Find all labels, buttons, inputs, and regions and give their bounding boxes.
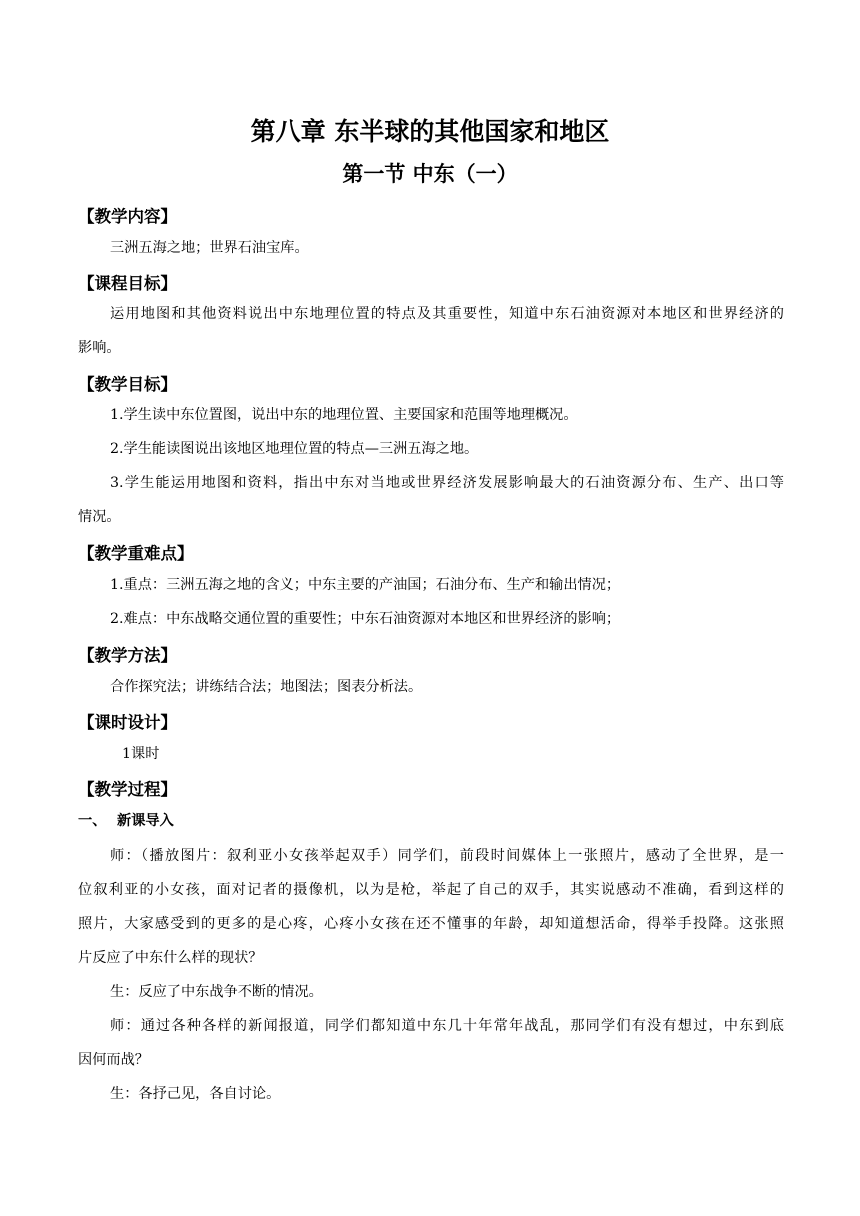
heading-teaching-process: 【教学过程】 [78,780,177,799]
dialogue-teacher-1-line2: 位叙利亚的小女孩，面对记者的摄像机，以为是枪，举起了自己的双手，其实说感动不准确，看到这样的 [78,882,784,898]
curriculum-text-line1: 运用地图和其他资料说出中东地理位置的特点及其重要性，知道中东石油资源对本地区和世界经济的 [110,306,784,322]
heading-key-difficult-points: 【教学重难点】 [78,544,194,563]
dialogue-teacher-2-line2: 因何而战？ [78,1052,149,1068]
heading-curriculum-goals: 【课程目标】 [78,274,177,293]
heading-teaching-objectives: 【教学目标】 [78,375,177,394]
key-point-item-1: 1.重点：三洲五海之地的含义；中东主要的产油国；石油分布、生产和输出情况； [110,577,621,593]
curriculum-text-line2: 影响。 [78,340,121,356]
dialogue-teacher-1-line3: 照片，大家感受到的更多的是心疼，心疼小女孩在还不懂事的年龄，却知道想活命，得举手投降。这张照 [78,916,784,932]
lesson-schedule-text: 1课时 [122,746,160,762]
dialogue-teacher-1-line4: 片反应了中东什么样的现状？ [78,950,263,966]
dialogue-teacher-1-line1: 师：（播放图片：叙利亚小女孩举起双手）同学们，前段时间媒体上一张照片，感动了全世界，是一 [110,848,784,864]
section-title: 第一节 中东（一） [342,162,518,186]
dialogue-student-2: 生：各抒己见，各自讨论。 [110,1086,281,1102]
objective-item-3-line1: 3.学生能运用地图和资料，指出中东对当地或世界经济发展影响最大的石油资源分布、生产、出口等 [110,475,784,491]
teaching-methods-text: 合作探究法；讲练结合法；地图法；图表分析法。 [110,679,423,695]
heading-lesson-schedule: 【课时设计】 [78,713,177,732]
dialogue-student-1: 生：反应了中东战争不断的情况。 [110,984,323,1000]
objective-item-1: 1.学生读中东位置图，说出中东的地理位置、主要国家和范围等地理概况。 [110,407,578,423]
key-point-item-2: 2.难点：中东战略交通位置的重要性；中东石油资源对本地区和世界经济的影响； [110,611,621,627]
chapter-title: 第八章 东半球的其他国家和地区 [250,117,610,146]
teaching-content-text: 三洲五海之地；世界石油宝库。 [110,240,309,256]
objective-item-2: 2.学生能读图说出该地区地理位置的特点—三洲五海之地。 [110,441,479,457]
objective-item-3-line2: 情况。 [78,509,121,525]
heading-teaching-methods: 【教学方法】 [78,646,177,665]
part-one-title: 新课导入 [117,813,174,829]
heading-teaching-content: 【教学内容】 [78,207,177,226]
dialogue-teacher-2-line1: 师：通过各种各样的新闻报道，同学们都知道中东几十年常年战乱，那同学们有没有想过，中东到底 [110,1018,784,1034]
part-one-number: 一、 [78,813,107,829]
